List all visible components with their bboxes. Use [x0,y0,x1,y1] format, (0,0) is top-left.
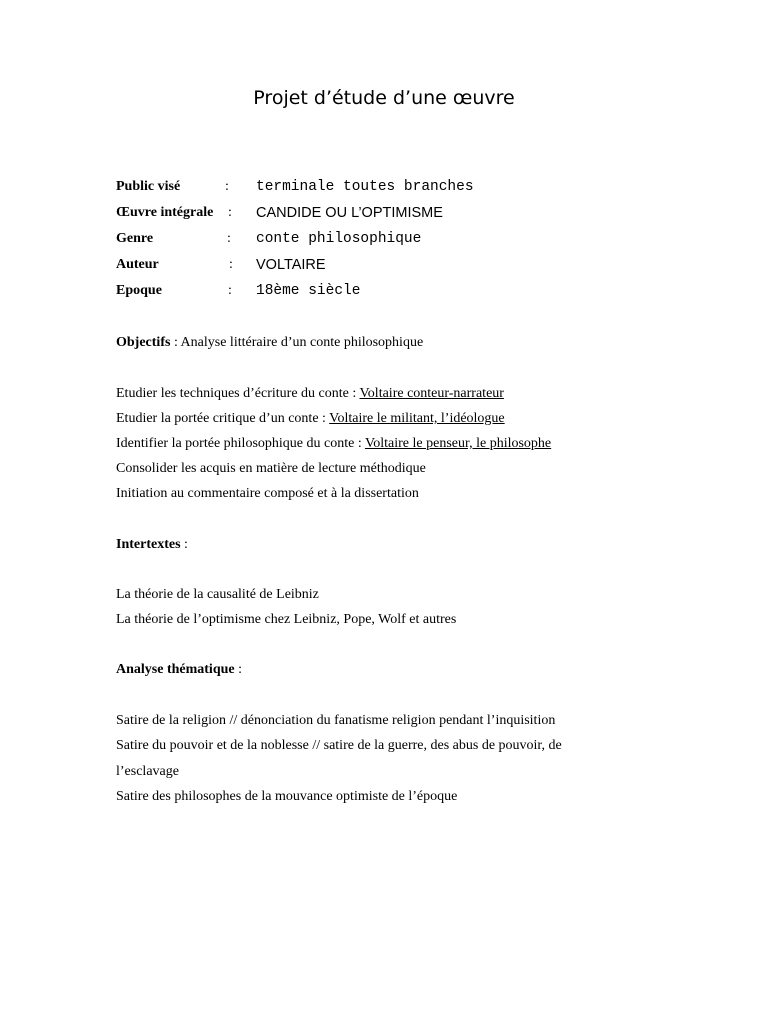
objective-item [116,483,419,505]
meta-colon: : [229,257,233,272]
objective-text: Consolider les acquis en matière de lecture méthodique [116,461,426,476]
meta-label: Epoque [116,283,162,298]
meta-value: terminale toutes branches [256,179,474,195]
objective-item [116,458,426,480]
intertextes-suffix: : [180,537,188,552]
analyse-suffix: : [234,662,243,677]
meta-value: conte philosophique [256,231,422,247]
analyse-item: l’esclavage [116,764,179,779]
meta-value: CANDIDE OU L’OPTIMISME [256,205,443,221]
analyse-item: Satire du pouvoir et de la noblesse // satire de la guerre, des abus de pouvoir, de [116,738,562,753]
objectifs-text: : Analyse littéraire d’un conte philosophique [170,335,424,350]
analyse-heading-line [116,659,242,681]
analyse-item: Satire des philosophes de la mouvance optimiste de l’époque [116,789,458,804]
intertextes-heading: Intertextes [116,537,181,552]
meta-value: 18ème siècle [256,283,361,299]
meta-label: Genre [116,231,154,246]
meta-colon: : [228,283,232,298]
objective-text: Identifier la portée philosophique du conte : [116,436,365,451]
intertextes-heading-line [116,534,188,556]
meta-colon: : [225,179,229,194]
objectifs-paragraph [116,332,423,354]
meta-colon: : [227,231,231,246]
objective-link: Voltaire conteur-narrateur [359,386,504,401]
meta-label: Public visé [116,179,181,194]
meta-value: VOLTAIRE [256,257,326,273]
objective-item [116,433,551,455]
intertexte-item: La théorie de l’optimisme chez Leibniz, Pope, Wolf et autres [116,612,457,627]
objective-text: Etudier la portée critique d’un conte : [116,411,330,426]
meta-label: Auteur [116,257,159,272]
objective-text: Initiation au commentaire composé et à la dissertation [116,486,419,501]
objective-item [116,383,504,405]
meta-label: Œuvre intégrale [116,205,214,220]
objective-text: Etudier les techniques d’écriture du conte : [116,386,360,401]
meta-colon: : [228,205,232,220]
objective-item [116,408,505,430]
objectifs-heading: Objectifs [116,335,171,350]
objective-link: Voltaire le militant, l’idéologue [329,411,505,426]
document-title: Projet d’étude d’une œuvre [253,87,515,109]
intertexte-item: La théorie de la causalité de Leibniz [116,587,319,602]
analyse-item: Satire de la religion // dénonciation du fanatisme religion pendant l’inquisition [116,713,556,728]
analyse-heading: Analyse thématique [116,662,235,677]
objective-link: Voltaire le penseur, le philosophe [364,436,552,451]
